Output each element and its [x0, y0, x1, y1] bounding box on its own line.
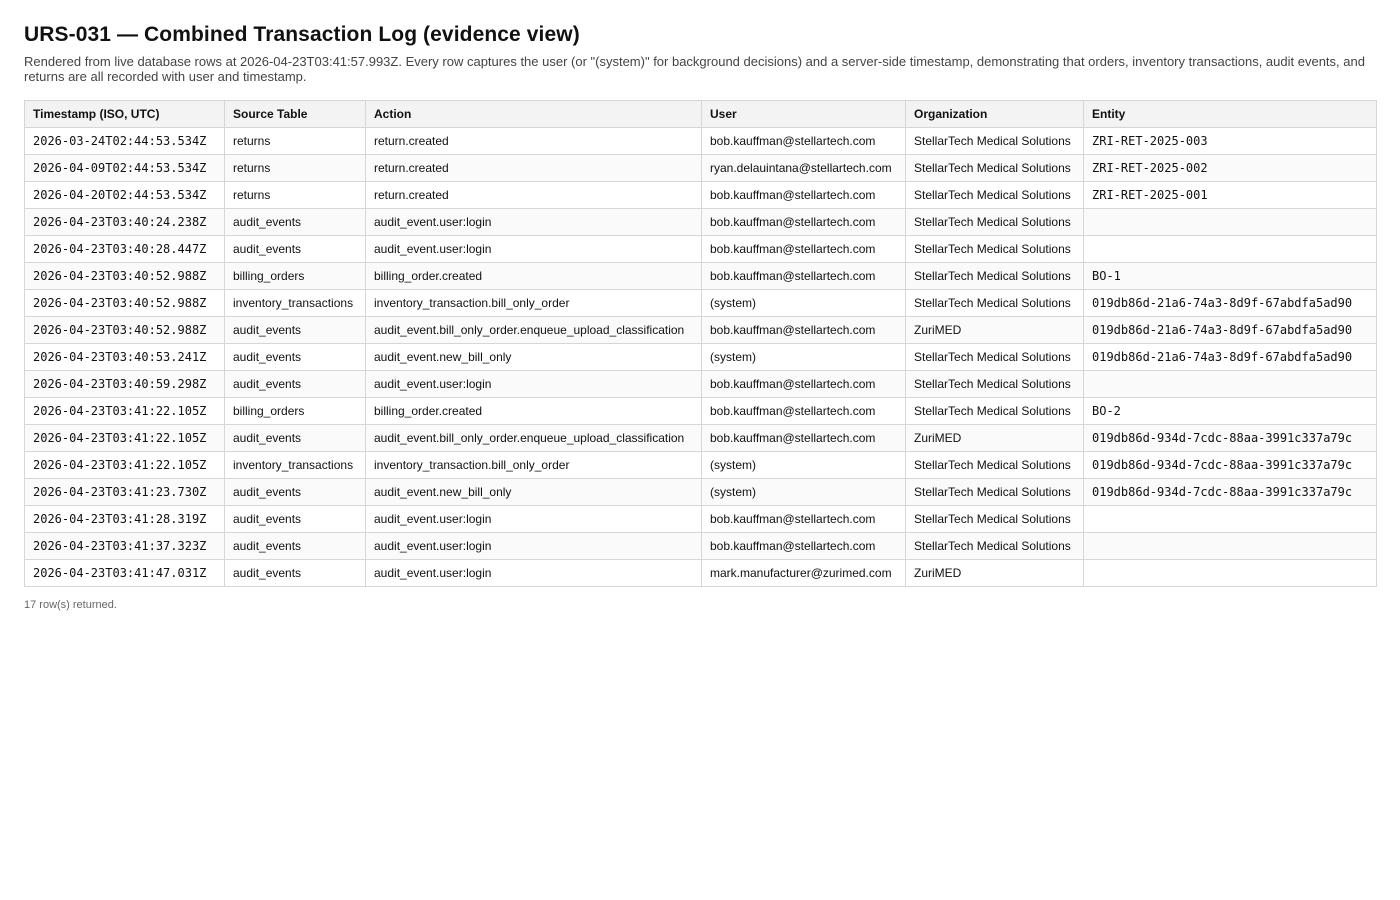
cell-action: billing_order.created: [366, 398, 702, 425]
table-row: [25, 479, 1377, 506]
cell-source-table: audit_events: [225, 344, 366, 371]
cell-source-table: audit_events: [225, 371, 366, 398]
cell-entity: ZRI-RET-2025-003: [1084, 128, 1377, 155]
transaction-log-table: [24, 100, 1377, 587]
cell-source-table: returns: [225, 128, 366, 155]
cell-organization: StellarTech Medical Solutions: [906, 290, 1084, 317]
column-header-organization: Organization: [906, 101, 1084, 128]
cell-source-table: audit_events: [225, 560, 366, 587]
cell-timestamp: 2026-04-20T02:44:53.534Z: [25, 182, 225, 209]
cell-organization: StellarTech Medical Solutions: [906, 128, 1084, 155]
cell-source-table: audit_events: [225, 236, 366, 263]
cell-organization: StellarTech Medical Solutions: [906, 263, 1084, 290]
cell-user: bob.kauffman@stellartech.com: [702, 533, 906, 560]
table-row: [25, 398, 1377, 425]
cell-organization: ZuriMED: [906, 425, 1084, 452]
cell-action: audit_event.user:login: [366, 560, 702, 587]
cell-organization: StellarTech Medical Solutions: [906, 398, 1084, 425]
cell-entity: 019db86d-21a6-74a3-8d9f-67abdfa5ad90: [1084, 290, 1377, 317]
cell-organization: StellarTech Medical Solutions: [906, 506, 1084, 533]
cell-timestamp: 2026-04-09T02:44:53.534Z: [25, 155, 225, 182]
cell-source-table: audit_events: [225, 317, 366, 344]
cell-organization: StellarTech Medical Solutions: [906, 344, 1084, 371]
cell-action: audit_event.user:login: [366, 371, 702, 398]
cell-organization: ZuriMED: [906, 317, 1084, 344]
cell-user: bob.kauffman@stellartech.com: [702, 506, 906, 533]
cell-source-table: billing_orders: [225, 263, 366, 290]
table-row: [25, 317, 1377, 344]
column-header-entity: Entity: [1084, 101, 1377, 128]
table-row: [25, 425, 1377, 452]
cell-source-table: audit_events: [225, 209, 366, 236]
cell-user: bob.kauffman@stellartech.com: [702, 182, 906, 209]
cell-timestamp: 2026-04-23T03:41:22.105Z: [25, 398, 225, 425]
cell-user: (system): [702, 344, 906, 371]
cell-entity: [1084, 371, 1377, 398]
cell-user: (system): [702, 290, 906, 317]
cell-source-table: inventory_transactions: [225, 452, 366, 479]
cell-user: bob.kauffman@stellartech.com: [702, 263, 906, 290]
cell-timestamp: 2026-04-23T03:40:52.988Z: [25, 317, 225, 344]
cell-action: audit_event.user:login: [366, 209, 702, 236]
cell-action: return.created: [366, 128, 702, 155]
cell-timestamp: 2026-04-23T03:41:22.105Z: [25, 425, 225, 452]
cell-action: audit_event.user:login: [366, 533, 702, 560]
cell-action: audit_event.new_bill_only: [366, 479, 702, 506]
cell-action: audit_event.new_bill_only: [366, 344, 702, 371]
cell-organization: StellarTech Medical Solutions: [906, 155, 1084, 182]
cell-action: inventory_transaction.bill_only_order: [366, 452, 702, 479]
cell-user: bob.kauffman@stellartech.com: [702, 425, 906, 452]
cell-entity: 019db86d-934d-7cdc-88aa-3991c337a79c: [1084, 452, 1377, 479]
cell-action: audit_event.user:login: [366, 236, 702, 263]
cell-entity: BO-2: [1084, 398, 1377, 425]
cell-source-table: billing_orders: [225, 398, 366, 425]
cell-organization: ZuriMED: [906, 560, 1084, 587]
table-row: [25, 263, 1377, 290]
column-header-action: Action: [366, 101, 702, 128]
cell-entity: [1084, 506, 1377, 533]
cell-user: (system): [702, 479, 906, 506]
cell-user: bob.kauffman@stellartech.com: [702, 128, 906, 155]
cell-timestamp: 2026-04-23T03:40:52.988Z: [25, 263, 225, 290]
table-row: [25, 155, 1377, 182]
cell-organization: StellarTech Medical Solutions: [906, 236, 1084, 263]
cell-source-table: returns: [225, 155, 366, 182]
cell-organization: StellarTech Medical Solutions: [906, 182, 1084, 209]
cell-user: bob.kauffman@stellartech.com: [702, 371, 906, 398]
cell-user: ryan.delauintana@stellartech.com: [702, 155, 906, 182]
table-body: [25, 128, 1377, 587]
cell-action: billing_order.created: [366, 263, 702, 290]
cell-action: inventory_transaction.bill_only_order: [366, 290, 702, 317]
table-row: [25, 209, 1377, 236]
cell-timestamp: 2026-04-23T03:41:22.105Z: [25, 452, 225, 479]
column-header-source-table: Source Table: [225, 101, 366, 128]
table-row: [25, 344, 1377, 371]
cell-entity: [1084, 533, 1377, 560]
cell-timestamp: 2026-04-23T03:40:59.298Z: [25, 371, 225, 398]
cell-source-table: audit_events: [225, 533, 366, 560]
table-row: [25, 560, 1377, 587]
cell-source-table: audit_events: [225, 425, 366, 452]
cell-timestamp: 2026-04-23T03:41:47.031Z: [25, 560, 225, 587]
cell-action: audit_event.bill_only_order.enqueue_upload_classification: [366, 425, 702, 452]
cell-timestamp: 2026-04-23T03:40:28.447Z: [25, 236, 225, 263]
table-header-row: [25, 101, 1377, 128]
cell-user: (system): [702, 452, 906, 479]
column-header-user: User: [702, 101, 906, 128]
cell-entity: 019db86d-21a6-74a3-8d9f-67abdfa5ad90: [1084, 344, 1377, 371]
cell-timestamp: 2026-04-23T03:40:52.988Z: [25, 290, 225, 317]
cell-action: return.created: [366, 155, 702, 182]
cell-organization: StellarTech Medical Solutions: [906, 533, 1084, 560]
cell-timestamp: 2026-04-23T03:41:37.323Z: [25, 533, 225, 560]
table-row: [25, 452, 1377, 479]
cell-source-table: audit_events: [225, 479, 366, 506]
page-title: URS-031 — Combined Transaction Log (evidence view): [24, 23, 580, 46]
table-row: [25, 506, 1377, 533]
cell-entity: 019db86d-934d-7cdc-88aa-3991c337a79c: [1084, 479, 1377, 506]
cell-source-table: returns: [225, 182, 366, 209]
cell-timestamp: 2026-04-23T03:40:24.238Z: [25, 209, 225, 236]
cell-entity: [1084, 209, 1377, 236]
table-header: [25, 101, 1377, 128]
cell-timestamp: 2026-04-23T03:41:28.319Z: [25, 506, 225, 533]
cell-entity: ZRI-RET-2025-002: [1084, 155, 1377, 182]
cell-timestamp: 2026-04-23T03:40:53.241Z: [25, 344, 225, 371]
table-row: [25, 236, 1377, 263]
table-row: [25, 128, 1377, 155]
cell-action: audit_event.user:login: [366, 506, 702, 533]
cell-organization: StellarTech Medical Solutions: [906, 209, 1084, 236]
cell-user: bob.kauffman@stellartech.com: [702, 209, 906, 236]
cell-timestamp: 2026-03-24T02:44:53.534Z: [25, 128, 225, 155]
cell-timestamp: 2026-04-23T03:41:23.730Z: [25, 479, 225, 506]
cell-organization: StellarTech Medical Solutions: [906, 479, 1084, 506]
table-row: [25, 533, 1377, 560]
cell-entity: 019db86d-934d-7cdc-88aa-3991c337a79c: [1084, 425, 1377, 452]
table-row: [25, 371, 1377, 398]
cell-user: bob.kauffman@stellartech.com: [702, 236, 906, 263]
cell-action: audit_event.bill_only_order.enqueue_upload_classification: [366, 317, 702, 344]
row-count: 17 row(s) returned.: [24, 599, 117, 611]
cell-entity: BO-1: [1084, 263, 1377, 290]
cell-entity: ZRI-RET-2025-001: [1084, 182, 1377, 209]
cell-entity: [1084, 560, 1377, 587]
cell-user: bob.kauffman@stellartech.com: [702, 317, 906, 344]
column-header-timestamp: Timestamp (ISO, UTC): [25, 101, 225, 128]
cell-user: bob.kauffman@stellartech.com: [702, 398, 906, 425]
cell-entity: 019db86d-21a6-74a3-8d9f-67abdfa5ad90: [1084, 317, 1377, 344]
cell-entity: [1084, 236, 1377, 263]
cell-source-table: audit_events: [225, 506, 366, 533]
cell-action: return.created: [366, 182, 702, 209]
table-row: [25, 182, 1377, 209]
cell-source-table: inventory_transactions: [225, 290, 366, 317]
cell-organization: StellarTech Medical Solutions: [906, 452, 1084, 479]
cell-user: mark.manufacturer@zurimed.com: [702, 560, 906, 587]
cell-organization: StellarTech Medical Solutions: [906, 371, 1084, 398]
table-row: [25, 290, 1377, 317]
page-description: Rendered from live database rows at 2026-04-23T03:41:57.993Z. Every row captures the user (or "(system)" for background decisions) and a server-side timestamp, demonstrating that orders, inventory transactions, audit events, and returns are all recorded with user and timestamp.: [24, 54, 1365, 84]
